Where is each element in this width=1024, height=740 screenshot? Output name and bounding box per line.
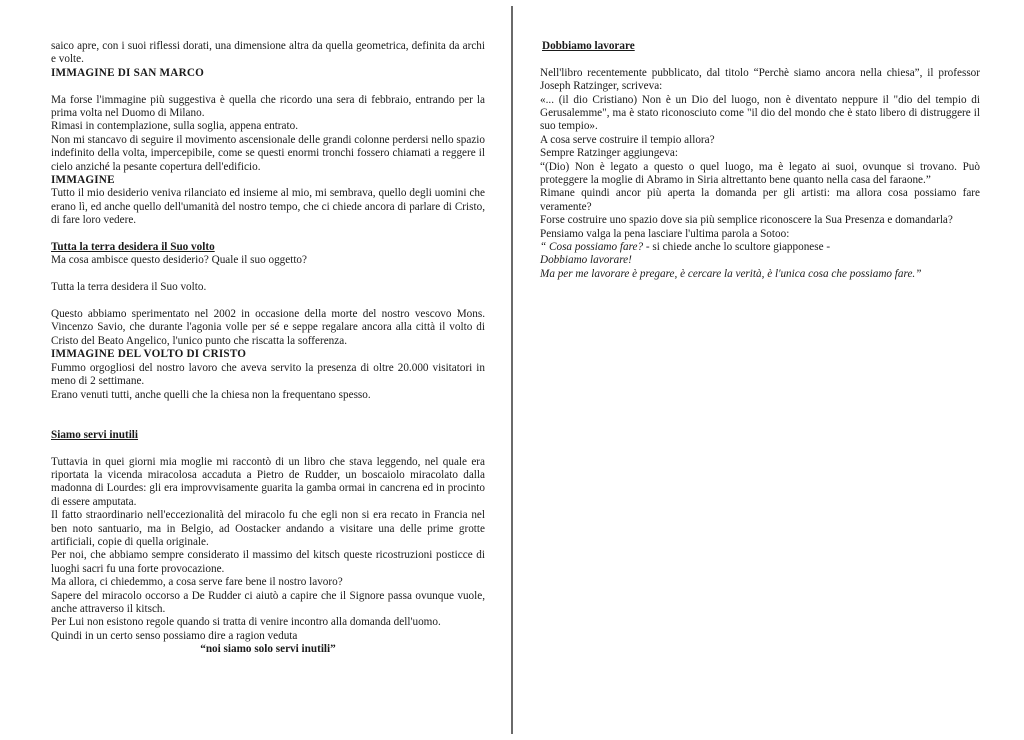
page-gutter [511,6,513,734]
attribution: - si chiede anche lo scultore giapponese - [645,241,831,254]
right-column [540,40,980,281]
paragraph: Rimane quindi ancor più aperta la domanda per gli artisti: ma allora cosa possiamo fare veramente? [540,187,980,213]
paragraph [540,241,980,254]
paragraph: Quindi in un certo senso possiamo dire a ragion veduta [51,629,298,642]
italic-question: “ Cosa possiamo fare? [540,241,646,254]
paragraph: Tuttavia in quei giorni mia moglie mi raccontò di un libro che stava leggendo, nel quale era riportata la vicenda miracolosa accaduta a Pietro de Rudder, un boscaiolo miracolato dalla madonna di Lourdes: gli era improvvisamente guarita la gamba ormai in cancrena ed in procinto di essere amputata. [51,455,485,508]
section-heading: IMMAGINE DEL VOLTO DI CRISTO [51,348,247,361]
paragraph: Erano venuti tutti, anche quelli che la chiesa non la frequentano spesso. [51,388,371,401]
paragraph: Tutta la terra desidera il Suo volto. [51,281,207,294]
paragraph: Per noi, che abbiamo sempre considerato il massimo del kitsch queste ricostruzioni posticce di luoghi sacri fu una forte provocazione. [51,549,485,575]
paragraph: Il fatto straordinario nell'eccezionalità del miracolo fu che egli non si era recato in Francia nel ben noto santuario, ma in Belgio, ad Oostacker andando a visitare una delle prime grotte artificiali, copie di quella originale. [51,509,485,548]
paragraph: “(Dio) Non è legato a questo o quel luogo, ma è legato ai suoi, ovunque si trovano. Può proteggere la moglie di Abramo in Siria altrettanto bene quanto nella casa del faraone.” [540,160,980,187]
paragraph: «... (il dio Cristiano) Non è un Dio del luogo, non è diventato neppure il "dio del tempio di Gerusalemme", ma è stato riconosciuto come "il dio del mondo che è stato libero di distruggere il suo tempio». [540,93,980,133]
paragraph: Ma forse l'immagine più suggestiva è quella che ricordo una sera di febbraio, entrando per la prima volta nel Duomo di Milano. [51,93,485,120]
paragraph: Per Lui non esistono regole quando si tratta di venire incontro alla domanda dell'uomo. [51,616,441,629]
paragraph: saico apre, con i suoi riflessi dorati, una dimensione altra da quella geometrica, definita da archi e volte. [51,40,485,66]
italic-line: Ma per me lavorare è pregare, è cercare la verità, è l'unica cosa che possiamo fare.” [540,267,922,280]
paragraph: Pensiamo valga la pena lasciare l'ultima parola a Sotoo: [540,227,790,240]
section-heading: IMMAGINE [51,174,115,187]
paragraph: Nell'libro recentemente pubblicato, dal titolo “Perchè siamo ancora nella chiesa”, il professor Joseph Ratzinger, scriveva: [540,66,980,93]
section-title: Siamo servi inutili [51,428,139,441]
paragraph: Sapere del miracolo occorso a De Rudder ci aiutò a capire che il Signore passa ovunque vuole, anche attraverso il kitsch. [51,589,485,615]
paragraph: Ma allora, ci chiedemmo, a cosa serve fare bene il nostro lavoro? [51,576,343,589]
paragraph: Sempre Ratzinger aggiungeva: [540,147,678,160]
paragraph: Fummo orgogliosi del nostro lavoro che aveva servito la presenza di oltre 20.000 visitatori in meno di 2 settimane. [51,361,485,388]
paragraph: Forse costruire uno spazio dove sia più semplice riconoscere la Sua Presenza e domandarla? [540,214,953,227]
section-title: Dobbiamo lavorare [542,40,635,52]
italic-line: Dobbiamo lavorare! [540,254,632,267]
paragraph: Ma cosa ambisce questo desiderio? Quale il suo oggetto? [51,254,307,267]
closing-quote: “noi siamo solo servi inutili” [200,643,336,656]
left-column [51,40,485,657]
paragraph: Tutto il mio desiderio veniva rilanciato ed insieme al mio, mi sembrava, quello degli uomini che erano lì, ed anche quello dell'umanità del nostro tempo, che ci chiede ancora di parlare di Cristo, di fare loro vedere. [51,187,485,227]
paragraph: Questo abbiamo sperimentato nel 2002 in occasione della morte del nostro vescovo Mons. Vincenzo Savio, che durante l'agonia volle per sé e seppe regalare ancora alla città il volto di Cristo del Beato Angelico, l'unico punto che riscatta la sofferenza. [51,308,485,347]
paragraph: Rimasi in contemplazione, sulla soglia, appena entrato. [51,120,298,133]
section-heading: IMMAGINE DI SAN MARCO [51,66,205,79]
section-title: Tutta la terra desidera il Suo volto [51,241,215,254]
paragraph: Non mi stancavo di seguire il movimento ascensionale delle grandi colonne perdersi nello spazio indefinito della volta, impercepibile, come se questi enormi tronchi fossero chiamati a reggere il cielo anziché la pesante copertura dell'edificio. [51,133,486,173]
paragraph: A cosa serve costruire il tempio allora? [540,133,715,146]
